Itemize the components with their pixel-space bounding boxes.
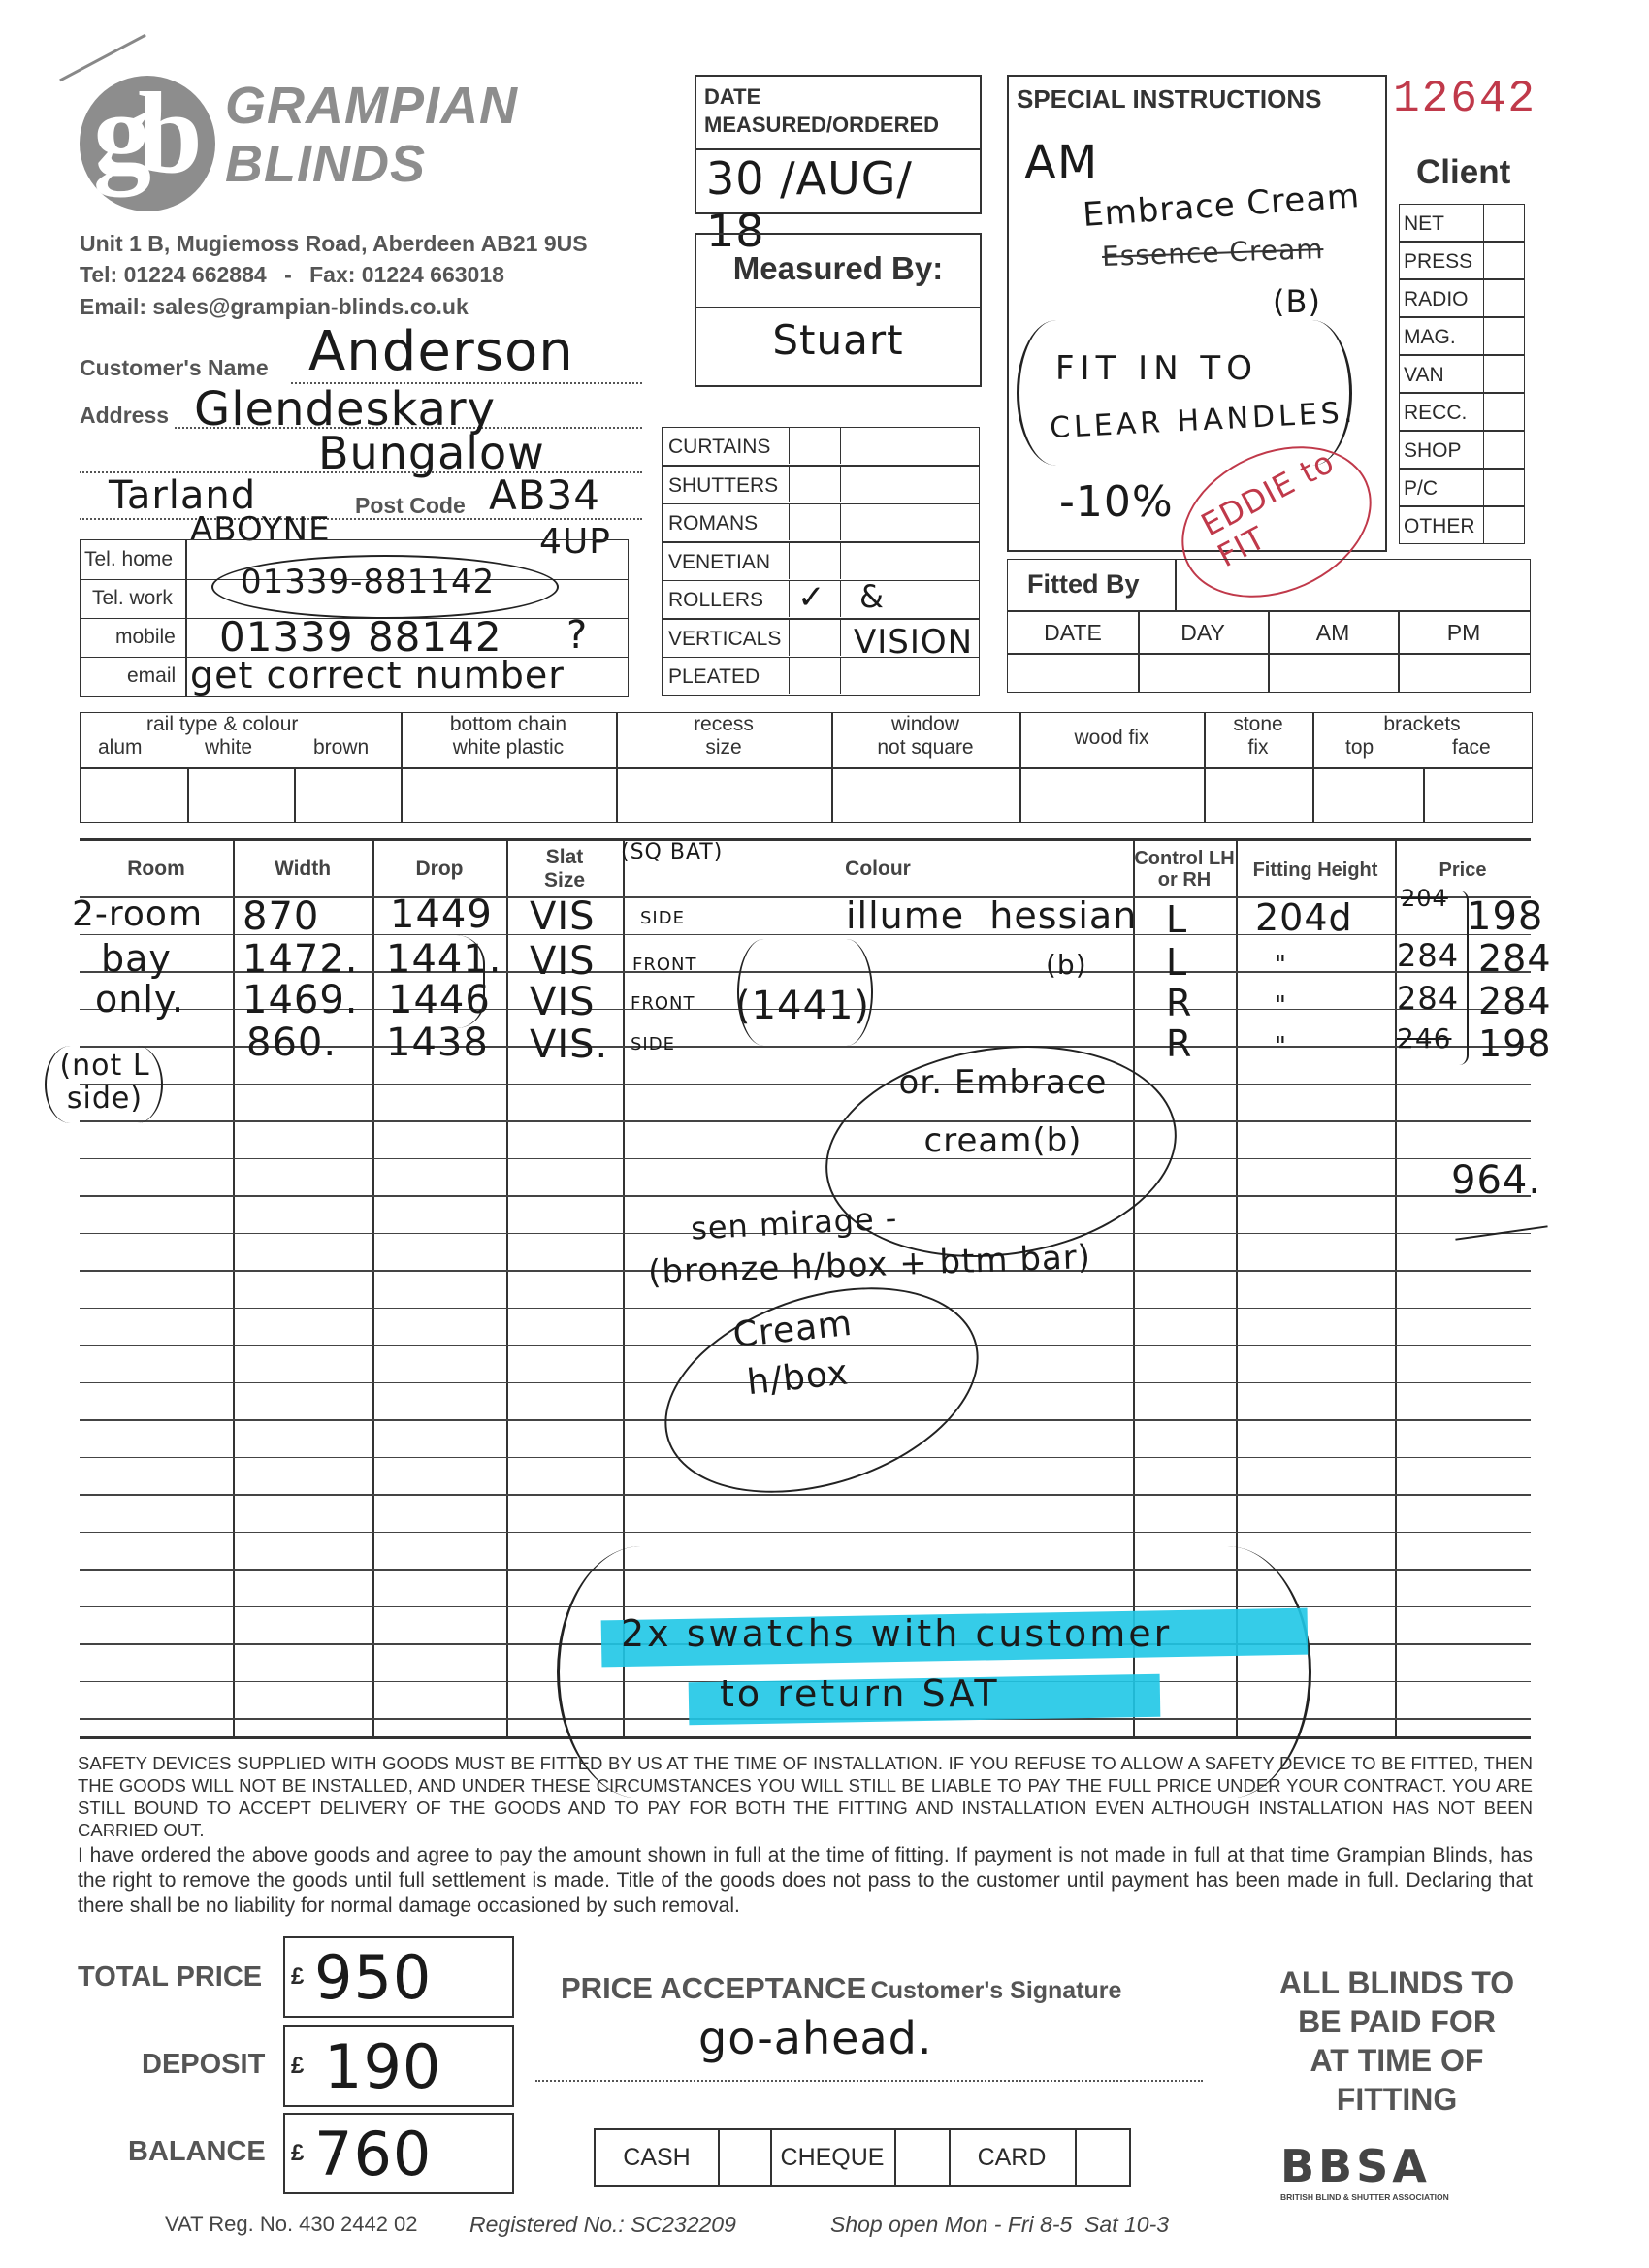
fitted-by-label-divider (1175, 560, 1177, 610)
company-phone (80, 262, 504, 288)
date-label: DATE MEASURED/ORDERED (704, 84, 940, 137)
subtotal[interactable]: 964. (1451, 1158, 1542, 1203)
row1-side[interactable]: SIDE (640, 908, 685, 928)
mirage-note-2[interactable]: (bronze h/box + btm bar) (647, 1238, 1092, 1292)
client-option-checkbox[interactable] (1483, 242, 1524, 279)
measured-by-box (695, 233, 982, 387)
address-value-3[interactable]: Tarland (109, 473, 257, 518)
product-type-checkbox[interactable] (789, 543, 841, 579)
product-type-row[interactable] (662, 657, 980, 696)
client-option-label: RECC. (1404, 402, 1468, 424)
row3-width[interactable]: 1469. (242, 978, 359, 1022)
mobile-label: mobile (115, 626, 176, 648)
product-type-label: ROLLERS (668, 589, 764, 611)
company-tel: Tel: 01224 662884 (80, 262, 267, 287)
product-type-checkbox[interactable] (789, 620, 841, 656)
header-price: Price (1439, 859, 1487, 881)
product-type-label: ROMANS (668, 512, 759, 535)
address-value-2[interactable]: Bungalow (318, 427, 545, 479)
row3-price-old[interactable]: 284 (1397, 980, 1460, 1017)
row3-side[interactable]: FRONT (630, 993, 695, 1014)
instr-line-discount[interactable]: -10% (1059, 477, 1174, 527)
date-box (695, 75, 982, 257)
notice-line-4: FITTING (1336, 2082, 1458, 2117)
header-room: Room (127, 858, 185, 880)
row1-fitting[interactable]: 204d (1255, 896, 1353, 939)
product-type-checkbox[interactable] (789, 504, 841, 540)
email-value[interactable]: get correct number (190, 654, 565, 697)
rail-brown: brown (313, 736, 370, 759)
total-price-box[interactable] (283, 1936, 514, 2018)
fitted-day-header: DAY (1180, 620, 1225, 645)
mirage-note-1[interactable]: sen mirage - (690, 1199, 899, 1247)
price-acceptance (561, 1971, 1121, 2006)
balance-value: 760 (314, 2119, 433, 2189)
cream-note[interactable]: Cream h/box (730, 1303, 855, 1404)
pay-card[interactable]: CARD (977, 2144, 1047, 2171)
window-label: window (890, 713, 960, 735)
logo (80, 68, 225, 211)
client-option-label: SHOP (1404, 439, 1462, 462)
postcode-suffix[interactable]: 4UP (539, 522, 611, 562)
balance-box[interactable] (283, 2113, 514, 2194)
date-value[interactable]: 30 /AUG/ 18 (706, 152, 913, 257)
row2-side[interactable]: FRONT (632, 955, 697, 975)
total-price-value: 950 (314, 1942, 433, 2013)
notice-line-2: BE PAID FOR (1298, 2004, 1496, 2039)
header-width: Width (274, 858, 332, 880)
alt-colour-note[interactable]: or. Embrace cream(b) (898, 1063, 1108, 1160)
deposit-box[interactable] (283, 2025, 514, 2107)
deposit-value: 190 (324, 2031, 442, 2102)
header-colour: Colour (845, 858, 911, 880)
client-option-row[interactable] (1399, 469, 1525, 506)
product-type-label: CURTAINS (668, 436, 771, 458)
payment-notice (1251, 1963, 1542, 2119)
rollers-note[interactable]: & (859, 578, 885, 615)
client-option-checkbox[interactable] (1483, 317, 1524, 355)
row4-side[interactable]: SIDE (630, 1034, 675, 1054)
row1-price-old[interactable]: 204 (1401, 885, 1448, 912)
product-type-label: PLEATED (668, 665, 760, 688)
total-price-label: TOTAL PRICE (78, 1961, 263, 1993)
company-fax: Fax: 01224 663018 (309, 262, 504, 287)
client-label: Client (1416, 153, 1511, 191)
notice-line-3: AT TIME OF (1310, 2043, 1484, 2078)
stone-label: stone (1233, 713, 1283, 735)
product-type-label: SHUTTERS (668, 473, 779, 497)
row2-drop[interactable]: 1441. (386, 937, 502, 982)
registered-number: Registered No.: SC232209 (469, 2212, 736, 2237)
options-col-rail-1 (187, 767, 189, 822)
product-type-row[interactable] (662, 542, 980, 581)
row1-price[interactable]: 198 (1467, 894, 1544, 939)
client-option-row[interactable] (1399, 506, 1525, 544)
product-type-checkbox[interactable] (789, 428, 841, 464)
signature-value[interactable]: go-ahead. (698, 2012, 933, 2064)
product-type-row[interactable] (662, 427, 980, 466)
tel-work-value[interactable]: 01339-881142 (241, 563, 496, 601)
brackets-face: face (1452, 736, 1491, 759)
fitted-am-header: AM (1315, 620, 1350, 645)
notice-line-1: ALL BLINDS TO (1278, 1965, 1515, 2000)
pay-cash[interactable]: CASH (623, 2144, 691, 2171)
product-type-row[interactable] (662, 503, 980, 542)
row4-width[interactable]: 860. (246, 1021, 338, 1065)
company-name-line2: BLINDS (225, 135, 426, 193)
stone-sub: fix (1247, 736, 1269, 759)
client-option-label: MAG. (1404, 326, 1456, 348)
colour-bracket (737, 939, 873, 1046)
row2-slat[interactable]: VIS (530, 939, 596, 984)
client-option-label: RADIO (1404, 288, 1469, 310)
client-option-row[interactable] (1399, 242, 1525, 279)
client-option-checkbox[interactable] (1483, 393, 1524, 431)
fitted-by-table (1007, 559, 1531, 693)
client-option-row[interactable] (1399, 317, 1525, 355)
email-label: email (127, 664, 177, 687)
options-col-rail-2 (294, 767, 296, 822)
customer-signature-label: Customer's Signature (870, 1977, 1122, 2004)
recess-sub: size (705, 736, 742, 759)
row4-slat[interactable]: VIS. (530, 1022, 609, 1067)
header-slat-note[interactable]: (SQ BAT) (621, 840, 724, 864)
instr-line-embrace[interactable]: Embrace Cream (1081, 177, 1362, 235)
address-value-1[interactable]: Glendeskary (194, 382, 496, 437)
separator: - (284, 262, 292, 287)
client-option-row[interactable] (1399, 393, 1525, 431)
client-option-label: PRESS (1404, 250, 1473, 273)
special-instructions-label: SPECIAL INSTRUCTIONS (1017, 84, 1322, 113)
header-slat: Slat Size (543, 846, 586, 891)
customer-name-label: Customer's Name (80, 355, 269, 380)
product-type-label: VENETIAN (668, 550, 771, 573)
fitted-by-label: Fitted By (1027, 569, 1140, 599)
row4-control[interactable]: R (1166, 1022, 1193, 1065)
balance-label: BALANCE (128, 2136, 266, 2167)
client-option-label: VAN (1404, 364, 1444, 386)
grid-column-line (506, 840, 508, 1736)
customer-name[interactable]: Anderson (308, 320, 574, 383)
grid-column-line (1395, 840, 1397, 1736)
grid-row-line (80, 1084, 1531, 1085)
row4-drop[interactable]: 1438 (386, 1021, 489, 1065)
rail-alum: alum (98, 736, 143, 759)
row1-slat[interactable]: VIS (530, 894, 596, 939)
wood-label: wood fix (1074, 727, 1149, 749)
window-sub: not square (877, 736, 974, 759)
drop-bracket (456, 935, 485, 1028)
postcode-value[interactable]: AB34 (489, 471, 600, 519)
rollers-tick[interactable]: ✓ (797, 578, 826, 617)
options-col-brackets (1423, 767, 1425, 822)
instr-line-clear[interactable]: CLEAR HANDLES. (1049, 395, 1358, 446)
row3-control[interactable]: R (1166, 982, 1193, 1024)
row2-fitting[interactable]: " (1275, 951, 1287, 980)
order-number: 12642 (1393, 74, 1537, 124)
shop-hours: Shop open Mon - Fri 8-5 Sat 10-3 (830, 2212, 1170, 2237)
mobile-value[interactable]: 01339 88142 (219, 613, 502, 661)
signature-line (535, 2080, 1203, 2082)
payment-method-table (594, 2128, 1131, 2187)
client-option-row[interactable] (1399, 355, 1525, 393)
agreement-terms: I have ordered the above goods and agree to pay the amount shown in full at the time of fitting. If payment is not made in full at that time Grampian Blinds, has the right to remove the goods until full settlement is made. Title of the goods does not pass to the customer until payment has been made in full. Declaring that there shall be no liability for normal damage occasioned by such removal. (78, 1844, 1533, 1917)
client-option-checkbox[interactable] (1483, 469, 1524, 506)
row3-colour[interactable]: (1441) (735, 984, 871, 1028)
client-option-checkbox[interactable] (1483, 279, 1524, 317)
client-option-checkbox[interactable] (1483, 355, 1524, 393)
row3-room[interactable]: only. (95, 978, 185, 1021)
company-address: Unit 1 B, Mugiemoss Road, Aberdeen AB21 9US (80, 231, 588, 256)
verticals-note[interactable]: VISION (854, 623, 974, 662)
client-option-row[interactable] (1399, 279, 1525, 317)
brackets-top: top (1345, 736, 1374, 759)
row2-width[interactable]: 1472. (242, 937, 359, 982)
instr-line-fit[interactable]: FIT IN TO (1055, 349, 1258, 388)
company-name-line1: GRAMPIAN (225, 77, 518, 135)
eddie-note[interactable]: EDDIE to FIT (1194, 442, 1341, 575)
total-currency: £ (291, 1963, 305, 1990)
tel-work-label: Tel. work (92, 587, 173, 609)
row1-colour[interactable]: illume hessian (846, 894, 1138, 937)
options-table (80, 712, 1533, 823)
row1-drop[interactable]: 1449 (390, 892, 493, 937)
safety-terms: SAFETY DEVICES SUPPLIED WITH GOODS MUST BE FITTED BY US AT THE TIME OF INSTALLATION. IF YOU REFUSE TO ALLOW A SAFETY DEVICE TO BE FITTED, THEN THE GOODS WILL NOT BE INSTALLED, AND UNDER THESE CIRCUMSTANCES YOU WILL STILL BE LIABLE TO PAY THE FULL PRICE UNDER YOUR CONTRACT. YOU ARE STILL BOUND TO ACCEPT DELIVERY OF THE GOODS AND TO PAY FOR BOTH THE FITTING AND INSTALLATION EVEN ALTHOUGH INSTALLATION HAS NOT BEEN CARRIED OUT. (78, 1753, 1533, 1840)
grid-row-line (80, 1195, 1531, 1197)
pay-div-1 (718, 2130, 720, 2185)
grid-column-line (372, 840, 374, 1736)
vat-number: VAT Reg. No. 430 2442 02 (165, 2212, 418, 2236)
tel-home-label: Tel. home (84, 548, 174, 570)
row3-slat[interactable]: VIS (530, 980, 596, 1024)
row2-price-old[interactable]: 284 (1397, 937, 1460, 974)
product-type-label: VERTICALS (668, 627, 782, 650)
company-email: Email: sales@grampian-blinds.co.uk (80, 294, 469, 319)
measured-by-value[interactable]: Stuart (772, 316, 904, 364)
pay-cheque[interactable]: CHEQUE (780, 2144, 885, 2171)
row2-room[interactable]: bay (101, 937, 172, 980)
row1-control[interactable]: L (1166, 898, 1188, 941)
grid-row-line (80, 1494, 1531, 1496)
phone-col-divider (185, 540, 187, 696)
instr-line-am[interactable]: AM (1024, 136, 1099, 190)
row4-price[interactable]: 198 (1478, 1022, 1552, 1065)
header-drop: Drop (415, 858, 464, 880)
row1-width[interactable]: 870 (242, 894, 320, 939)
row3-price[interactable]: 284 (1478, 980, 1552, 1022)
highlight-1[interactable]: 2x swatchs with customer (621, 1612, 1173, 1655)
grid-row-line (80, 1120, 1531, 1122)
row4-price-old[interactable]: 246 (1397, 1022, 1452, 1054)
fitted-pm-header: PM (1446, 620, 1481, 645)
bbsa-logo (1280, 2140, 1513, 2202)
header-control: Control LH or RH (1134, 848, 1235, 891)
client-option-checkbox[interactable] (1483, 204, 1524, 242)
fitted-date-header: DATE (1044, 620, 1102, 645)
grid-row-line (80, 1532, 1531, 1534)
product-type-checkbox[interactable] (789, 658, 841, 694)
row2-control[interactable]: L (1166, 941, 1188, 984)
client-option-row[interactable] (1399, 431, 1525, 469)
header-fitting: Fitting Height (1252, 859, 1378, 881)
bbsa-logo-text: BBSA (1280, 2140, 1431, 2192)
client-option-checkbox[interactable] (1483, 431, 1524, 469)
product-type-checkbox[interactable] (789, 467, 841, 502)
client-option-checkbox[interactable] (1483, 506, 1524, 544)
row2-colour[interactable]: (b) (1046, 949, 1087, 981)
address-value-4[interactable]: ABOYNE (190, 510, 331, 549)
logo-letters: gb (93, 68, 189, 197)
address-label: Address (80, 403, 170, 428)
postcode-label: Post Code (355, 493, 466, 518)
bbsa-caption: BRITISH BLIND & SHUTTER ASSOCIATION (1280, 2192, 1449, 2202)
client-option-label: OTHER (1404, 515, 1475, 537)
rail-label: rail type & colour (146, 713, 299, 735)
balance-currency: £ (291, 2140, 305, 2166)
row1-room[interactable]: 2-room (72, 894, 204, 934)
pay-div-3 (894, 2130, 896, 2185)
grid-column-line (233, 840, 235, 1736)
highlight-2[interactable]: to return SAT (720, 1672, 1000, 1715)
client-option-row[interactable] (1399, 204, 1525, 242)
row3-fitting[interactable]: " (1275, 991, 1287, 1021)
row2-price[interactable]: 284 (1478, 937, 1552, 980)
row3-drop[interactable]: 1446 (388, 978, 491, 1022)
mobile-note[interactable]: ? (566, 613, 589, 658)
deposit-label: DEPOSIT (142, 2049, 266, 2080)
deposit-currency: £ (291, 2053, 305, 2079)
rail-white: white (205, 736, 253, 759)
pay-div-5 (1075, 2130, 1077, 2185)
price-acceptance-label: PRICE ACCEPTANCE (561, 1971, 867, 2005)
row4-room[interactable]: (not L side) (59, 1049, 150, 1116)
price-divider-curve (1453, 891, 1469, 1065)
client-option-label: NET (1404, 212, 1444, 235)
instr-line-b[interactable]: (B) (1273, 283, 1321, 320)
chain-label: bottom chain (449, 713, 567, 735)
product-type-row[interactable] (662, 466, 980, 504)
instr-line-struck[interactable]: Essence Cream (1101, 233, 1324, 273)
recess-label: recess (694, 713, 754, 735)
chain-sub: white plastic (452, 736, 565, 759)
client-option-label: P/C (1404, 477, 1439, 500)
measured-by-label: Measured By: (732, 250, 944, 286)
options-row-divider (81, 767, 1532, 769)
row4-fitting[interactable]: " (1275, 1032, 1287, 1061)
grid-row-line (80, 1158, 1531, 1160)
brackets-label: brackets (1383, 713, 1461, 735)
